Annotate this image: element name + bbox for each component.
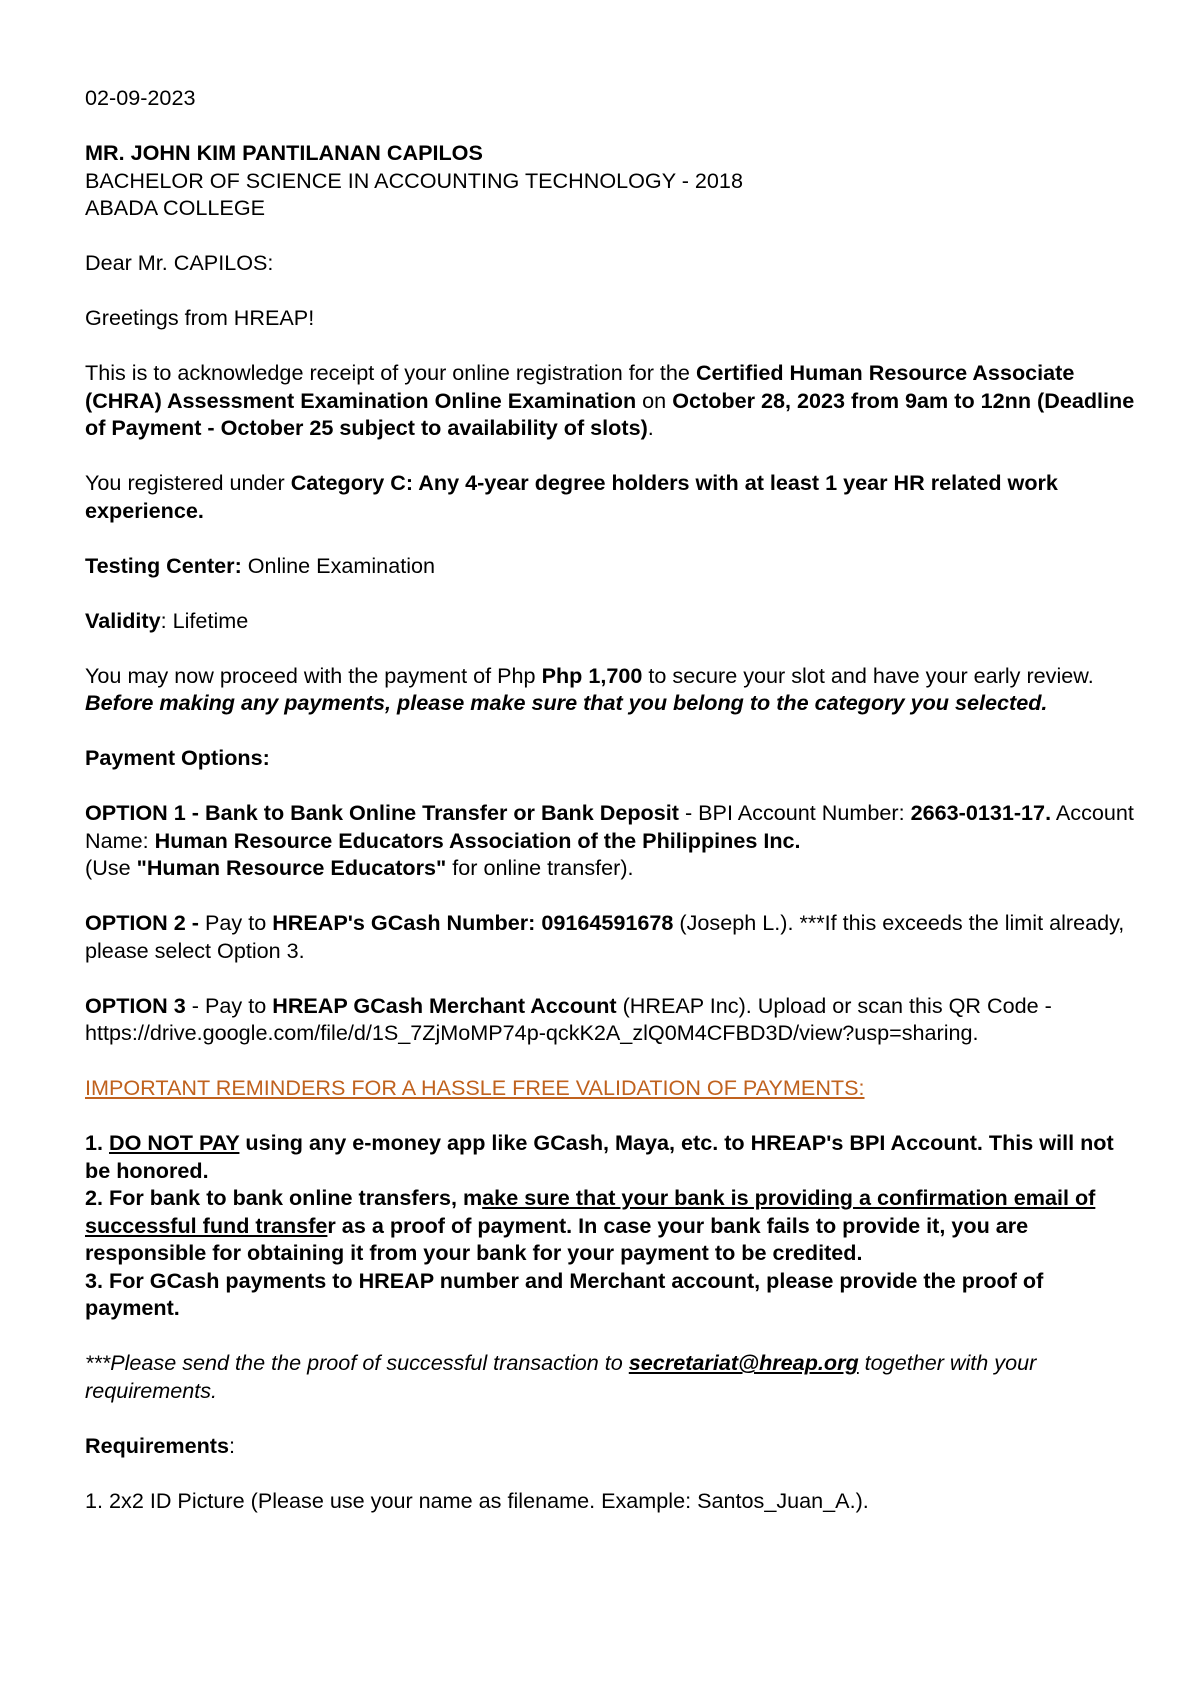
proof-note [85, 1349, 1135, 1404]
payment-intro-paragraph [85, 662, 1135, 717]
reminder-2-text: r as a proof of payment. In case your bank fails to provide it, you are responsible for obtaining it from your bank for your payment to be credited. [85, 1212, 1029, 1265]
testing-center [85, 552, 1135, 580]
recipient-degree: BACHELOR OF SCIENCE IN ACCOUNTING TECHNOLOGY - 2018 [85, 167, 743, 193]
option-1-text: for online transfer). [446, 855, 634, 880]
option-2-text: Pay to [198, 910, 273, 935]
reminder-2-text: 2. For bank to bank online transfers, m [85, 1185, 483, 1210]
letter-date: 02-09-2023 [85, 85, 196, 110]
validity [85, 607, 1135, 635]
option-1 [85, 799, 1135, 882]
requirements-colon: : [229, 1432, 235, 1458]
reminder-1-text: using any e-money app like GCash, Maya, etc. to HREAP's BPI Account. This will not be honored. [85, 1130, 1114, 1183]
validity-label: Validity [85, 607, 161, 633]
payment-amount: Php 1,700 [541, 662, 643, 688]
bpi-account-name: Human Resource Educators Association of the Philippines Inc. [154, 827, 801, 853]
category-paragraph [85, 469, 1135, 524]
option-3 [85, 992, 1135, 1047]
bpi-account-number: 2663-0131-17. [910, 800, 1052, 825]
option-2 [85, 909, 1135, 964]
testing-center-value: Online Examination [241, 552, 436, 578]
reminder-3-text: 3. For GCash payments to HREAP number and Merchant account, please provide the proof of payment. [85, 1267, 1044, 1320]
payment-warning: Before making any payments, please make sure that you belong to the category you selected. [85, 690, 1048, 715]
reminders-list [85, 1129, 1135, 1322]
acknowledgement-paragraph [85, 359, 1135, 442]
gcash-merchant: HREAP GCash Merchant Account [272, 992, 617, 1018]
recipient-school: ABADA COLLEGE [85, 195, 266, 220]
ack-text: This is to acknowledge receipt of your online registration for the [85, 360, 696, 385]
secretariat-email-link[interactable]: secretariat@hreap.org [628, 1350, 859, 1375]
recipient-block [85, 139, 1135, 222]
option-2-text: (Joseph L.). ***If this exceeds the limit already, please select Option 3. [85, 910, 1125, 963]
ack-text: . [647, 415, 654, 440]
reminder-2-underlined: ake sure that your bank is providing a confirmation email of successful fund transfe [85, 1185, 1096, 1238]
gcash-number: HREAP's GCash Number: 09164591678 [272, 910, 674, 935]
reminders-heading: IMPORTANT REMINDERS FOR A HASSLE FREE VALIDATION OF PAYMENTS: [85, 1075, 865, 1100]
option-3-text: (HREAP Inc). Upload or scan this QR Code - https://drive.google.com/file/d/1S_7ZjMoMP74p-qckK2A_zlQ0M4CFBD3D/view?usp=sharing. [85, 992, 1052, 1045]
proof-note-text: together with your requirements. [85, 1350, 1037, 1403]
requirement-1: 1. 2x2 ID Picture (Please use your name as filename. Example: Santos_Juan_A.). [85, 1487, 869, 1513]
option-3-text: - Pay to [185, 992, 273, 1018]
option-1-text: Account Name: [85, 800, 1134, 853]
ack-text: on [636, 387, 673, 413]
recipient-name: MR. JOHN KIM PANTILANAN CAPILOS [85, 140, 483, 165]
exam-name: Certified Human Resource Associate (CHRA) Assessment Examination Online Examination [85, 360, 1075, 413]
salutation: Dear Mr. CAPILOS: [85, 250, 274, 275]
option-2-label: OPTION 2 - [85, 910, 199, 935]
greeting: Greetings from HREAP! [85, 305, 315, 330]
payment-options-heading: Payment Options: [85, 745, 270, 770]
proof-note-text: ***Please send the the proof of successful transaction to [85, 1350, 629, 1375]
validity-value: : Lifetime [160, 607, 249, 633]
payment-intro-text: You may now proceed with the payment of Php [85, 662, 542, 688]
testing-center-label: Testing Center: [85, 552, 242, 578]
option-1-label: OPTION 1 - Bank to Bank Online Transfer or Bank Deposit [85, 800, 679, 825]
option-3-label: OPTION 3 [85, 992, 186, 1018]
do-not-pay: DO NOT PAY [109, 1130, 240, 1155]
category-text: You registered under [85, 470, 291, 495]
option-1-text: (Use [85, 855, 137, 880]
option-1-text: - BPI Account Number: [678, 800, 911, 825]
exam-schedule: October 28, 2023 from 9am to 12nn (Deadline of Payment - October 25 subject to availability of slots) [85, 387, 1135, 440]
requirements-heading [85, 1432, 1135, 1460]
online-transfer-name: "Human Resource Educators" [136, 855, 447, 880]
payment-intro-text: to secure your slot and have your early review. [642, 662, 1094, 688]
reminder-1-number: 1. [85, 1130, 110, 1155]
letter-body [85, 84, 1135, 1542]
requirements-label: Requirements [85, 1432, 229, 1458]
category-value: Category C: Any 4-year degree holders with at least 1 year HR related work experience. [85, 470, 1058, 523]
